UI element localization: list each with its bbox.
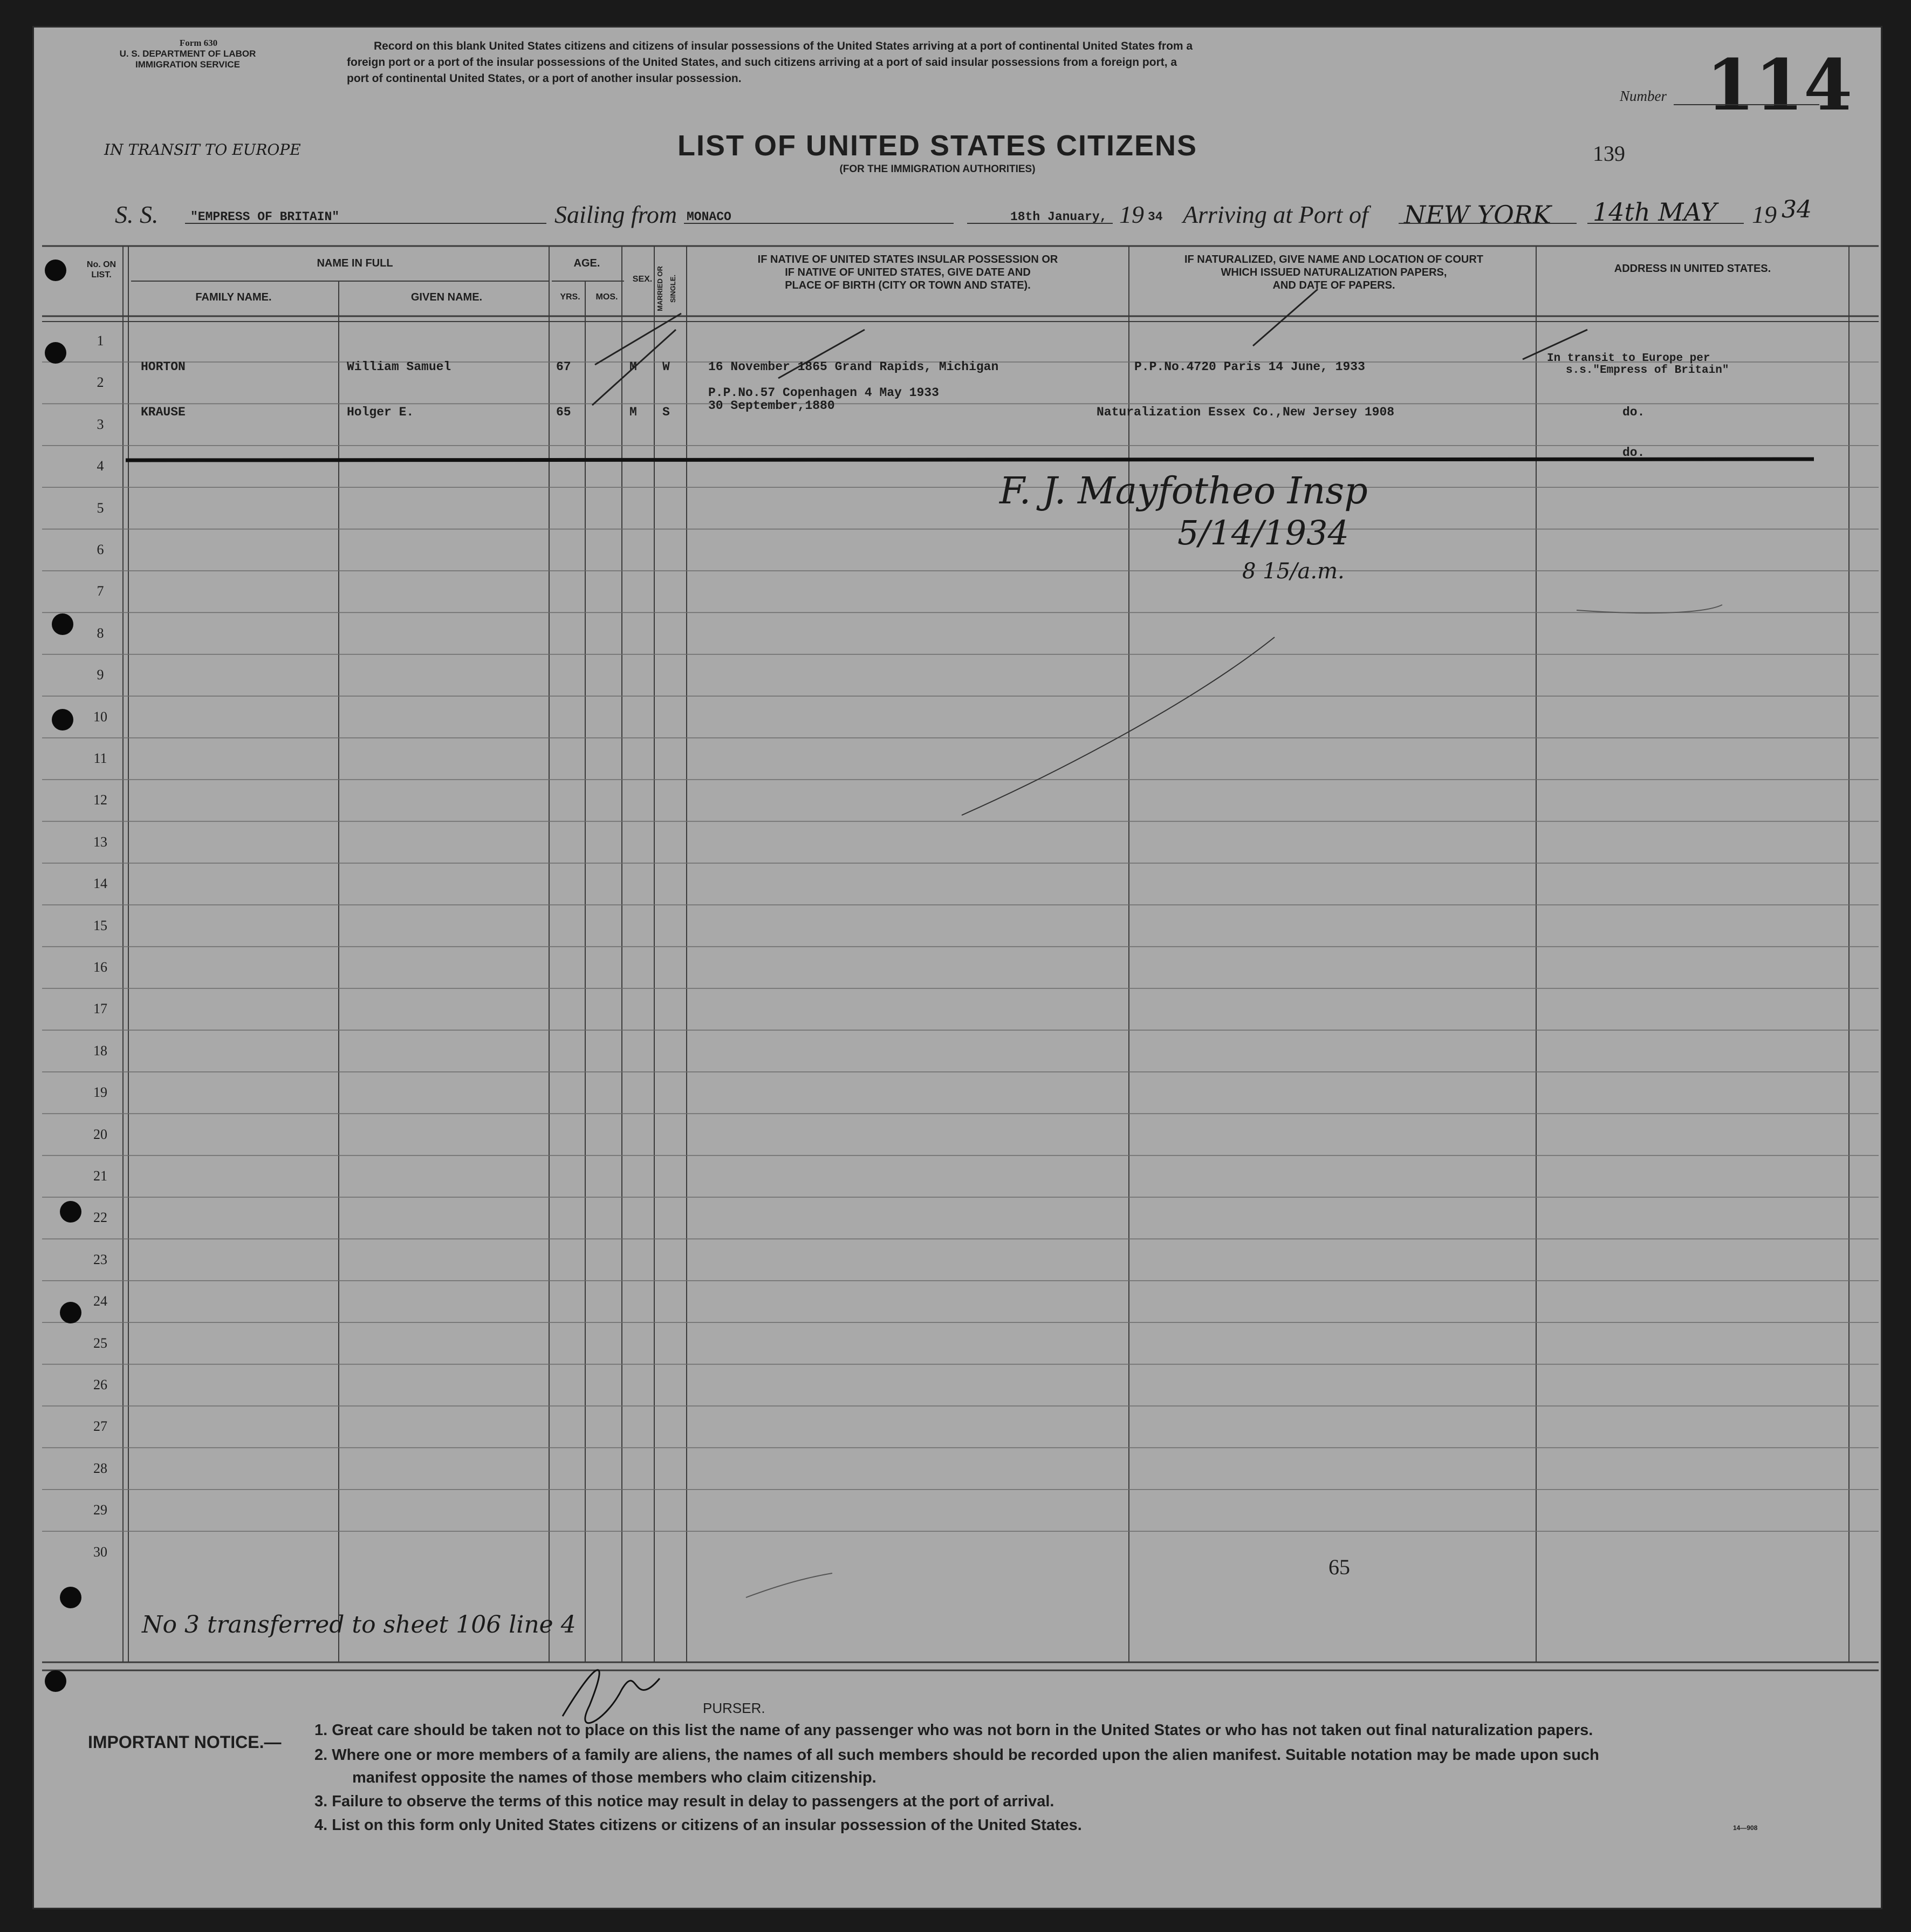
- sailing-year: 34: [1148, 210, 1163, 224]
- row-2-birth-2: 30 September,1880: [708, 399, 835, 413]
- row-number: 16: [93, 959, 107, 975]
- ss-label: S. S.: [115, 201, 159, 228]
- row-number: 3: [97, 416, 104, 432]
- sheet-stamp: 139: [1593, 141, 1625, 166]
- row-2-yrs: 65: [556, 405, 571, 419]
- punch-hole: [60, 1201, 81, 1223]
- print-code: 14—908: [1733, 1824, 1758, 1832]
- notice-item-2b: manifest opposite the names of those members who claim citizenship.: [352, 1769, 876, 1786]
- notice-item-4: 4. List on this form only United States citizens or citizens of an insular possession of the United States.: [314, 1817, 1082, 1834]
- row-number: 2: [97, 374, 104, 391]
- manifest-sheet: [32, 26, 1882, 1909]
- row-number: 26: [93, 1377, 107, 1392]
- sailing-date: 18th January,: [1010, 210, 1107, 224]
- row-2-sex: M: [629, 405, 637, 419]
- row-number: 8: [97, 625, 104, 641]
- punch-hole: [52, 709, 73, 731]
- row-1-yrs: 67: [556, 360, 571, 374]
- page-subtitle: (FOR THE IMMIGRATION AUTHORITIES): [839, 163, 1036, 175]
- department-label: U. S. DEPARTMENT OF LABOR: [119, 49, 256, 59]
- punch-hole: [45, 342, 66, 364]
- transfer-note: No 3 transferred to sheet 106 line 4: [142, 1611, 576, 1639]
- arrival-year: 34: [1782, 196, 1812, 223]
- row-number: 18: [93, 1042, 107, 1059]
- header-name-in-full: NAME IN FULL: [317, 257, 393, 269]
- row-number: 17: [93, 1001, 107, 1017]
- row-2-status: S: [662, 405, 670, 419]
- record-instructions: Record on this blank United States citizens and citizens of insular possessions of the United States arriving at a port of continental United States from a foreign port or a port of the insular possessions of the United States, and such citizens arriving at a port of said insular possessions from a foreign port, a port of continental United States, or a port of another insular possession.: [347, 40, 1193, 85]
- notice-item-2a: 2. Where one or more members of a family are aliens, the names of all such members should be recorded upon the alien manifest. Suitable notation may be made upon such: [314, 1746, 1599, 1764]
- row-3-address: do.: [1622, 446, 1645, 460]
- row-number: 29: [93, 1502, 107, 1518]
- row-number: 9: [97, 667, 104, 683]
- header-no-on-list: No. ON LIST.: [86, 260, 117, 279]
- row-number: 6: [97, 542, 104, 557]
- row-number: 13: [93, 834, 107, 850]
- header-given-name: GIVEN NAME.: [410, 291, 483, 303]
- arriving-label: Arriving at Port of: [1183, 201, 1368, 228]
- row-number: 21: [93, 1168, 107, 1184]
- row-number: 11: [93, 750, 107, 766]
- row-number: 27: [93, 1418, 107, 1435]
- inspector-signature: F. J. Mayfotheo Insp: [999, 470, 1368, 513]
- header-married-single: MARRIED OR SINGLE.: [656, 266, 677, 311]
- header-address: ADDRESS IN UNITED STATES.: [1614, 263, 1771, 275]
- row-1-address: In transit to Europe per: [1547, 352, 1710, 365]
- notice-item-1: 1. Great care should be taken not to place on this list the name of any passenger who was not born in the United States or who has not taken out final naturalization papers.: [314, 1722, 1593, 1739]
- row-number: 10: [93, 708, 107, 725]
- row-number: 5: [97, 500, 104, 516]
- sheet-number: 114: [1706, 44, 1853, 126]
- row-1-address-2: s.s."Empress of Britain": [1566, 364, 1729, 377]
- service-label: IMMIGRATION SERVICE: [135, 59, 240, 70]
- row-1-naturalized: P.P.No.4720 Paris 14 June, 1933: [1134, 360, 1365, 374]
- arrival-port: NEW YORK: [1404, 200, 1551, 229]
- row-number: 20: [93, 1126, 107, 1142]
- row-1-sex: M: [629, 360, 637, 374]
- number-label: Number: [1620, 88, 1667, 104]
- row-1-status: W: [662, 360, 670, 374]
- header-yrs: YRS.: [560, 292, 580, 302]
- page-title: LIST OF UNITED STATES CITIZENS: [677, 129, 1197, 162]
- row-number: 30: [93, 1544, 107, 1560]
- punch-hole: [45, 1670, 66, 1692]
- header-age: AGE.: [573, 257, 600, 269]
- row-number: 15: [93, 917, 107, 933]
- inspection-time: 8 15/a.m.: [1242, 559, 1345, 584]
- notice-item-3: 3. Failure to observe the terms of this notice may result in delay to passengers at the port of arrival.: [314, 1793, 1054, 1810]
- row-2-family: KRAUSE: [141, 405, 186, 419]
- header-family-name: FAMILY NAME.: [195, 291, 272, 303]
- row-number: 4: [97, 458, 104, 474]
- row-number: 12: [93, 792, 107, 808]
- header-native: IF NATIVE OF UNITED STATES INSULAR POSSESSION OR IF NATIVE OF UNITED STATES, GIVE DATE AND PLACE OF BIRTH (CITY OR TOWN AND STATE).: [757, 254, 1058, 291]
- page-count: 65: [1328, 1555, 1350, 1579]
- ship-name: "EMPRESS OF BRITAIN": [190, 210, 340, 224]
- sailing-port: MONACO: [687, 210, 731, 224]
- row-number: 7: [97, 583, 104, 599]
- row-1-family: HORTON: [141, 360, 186, 374]
- punch-hole: [45, 260, 66, 281]
- row-number: 28: [93, 1460, 107, 1476]
- sailing-label: Sailing from: [554, 201, 677, 228]
- row-1-birth: 16 November 1865 Grand Rapids, Michigan: [708, 360, 999, 374]
- row-number: 23: [93, 1251, 107, 1267]
- arrival-date: 14th MAY: [1593, 197, 1717, 227]
- header-sex: SEX.: [632, 275, 653, 284]
- row-number: 25: [93, 1335, 107, 1351]
- row-number: 24: [93, 1293, 107, 1309]
- row-number: 1: [97, 333, 104, 349]
- row-2-given: Holger E.: [347, 405, 414, 419]
- row-1-given: William Samuel: [347, 360, 451, 374]
- punch-hole: [52, 613, 73, 635]
- row-2-address: do.: [1622, 405, 1645, 419]
- punch-hole: [60, 1302, 81, 1323]
- punch-hole: [60, 1587, 81, 1608]
- row-number: 22: [93, 1210, 107, 1226]
- row-number: 14: [93, 876, 107, 892]
- notice-heading: IMPORTANT NOTICE.—: [88, 1732, 282, 1752]
- inspection-date: 5/14/1934: [1177, 513, 1349, 552]
- form-number: Form 630: [179, 38, 218, 48]
- year-prefix-1: 19: [1119, 201, 1144, 228]
- transit-note: IN TRANSIT TO EUROPE: [104, 141, 301, 159]
- row-2-birth: P.P.No.57 Copenhagen 4 May 1933: [708, 386, 939, 400]
- row-number: 19: [93, 1084, 107, 1101]
- purser-label: PURSER.: [703, 1700, 765, 1716]
- header-mos: MOS.: [595, 292, 618, 302]
- year-prefix-2: 19: [1752, 201, 1777, 228]
- header-naturalized: IF NATURALIZED, GIVE NAME AND LOCATION OF COURT WHICH ISSUED NATURALIZATION PAPERS, AND DATE OF PAPERS.: [1184, 254, 1484, 291]
- row-2-naturalized: Naturalization Essex Co.,New Jersey 1908: [1097, 405, 1395, 419]
